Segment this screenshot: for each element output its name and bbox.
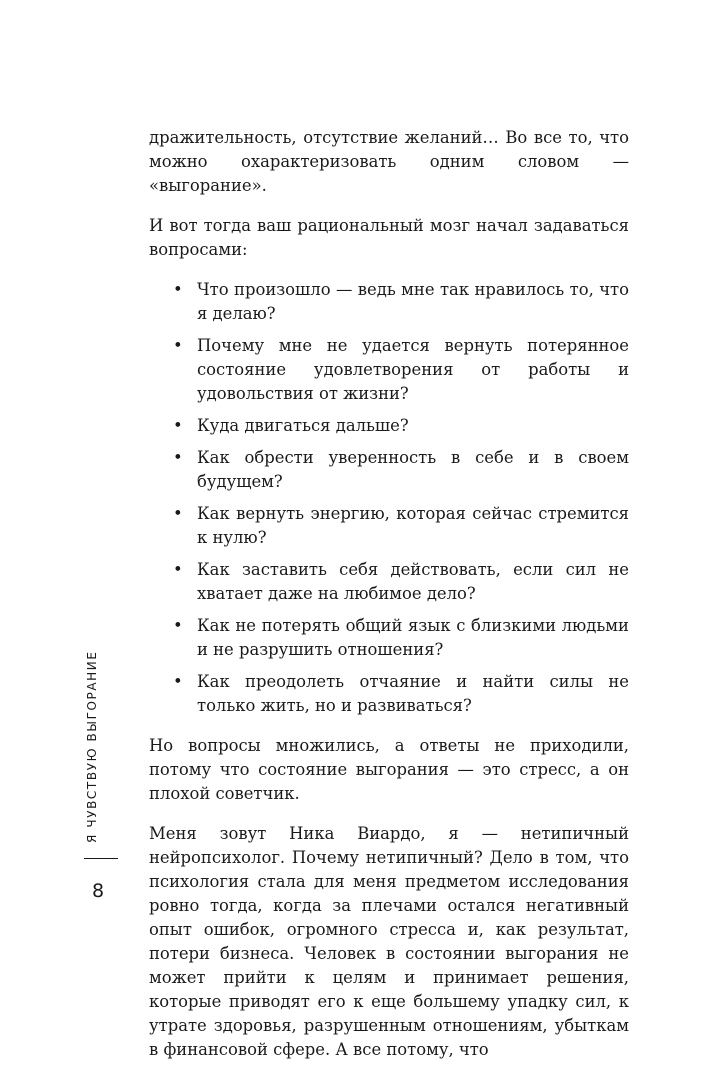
bullet-icon: • [173, 448, 183, 467]
paragraph-stress: Но вопросы множились, а ответы не приходили, потому что состояние выгорания — это стресс, а он плохой советчик. [149, 736, 629, 803]
list-item [149, 614, 629, 662]
list-item [149, 414, 629, 438]
list-item-text: Как заставить себя действовать, если сил не хватает даже на любимое дело? [197, 560, 629, 603]
list-item-text: Почему мне не удается вернуть потерянное состояние удовлетворения от работы и удовольствия от жизни? [197, 336, 629, 403]
bullet-icon: • [173, 416, 183, 435]
running-head-rule [84, 858, 118, 859]
list-item-text: Как обрести уверенность в себе и в своем будущем? [197, 448, 629, 491]
paragraph-continuation: дражительность, отсутствие желаний… Во все то, что можно охарактеризовать одним словом — «выгорание». [149, 128, 629, 195]
question-list [149, 278, 629, 718]
bullet-icon: • [173, 672, 183, 691]
bullet-icon: • [173, 504, 183, 523]
list-item-text: Что произошло — ведь мне так нравилось то, что я делаю? [197, 280, 629, 323]
list-item-text: Как не потерять общий язык с близкими людьми и не разрушить отношения? [197, 616, 629, 659]
list-item [149, 334, 629, 406]
list-item-text: Как преодолеть отчаяние и найти силы не только жить, но и развиваться? [197, 672, 629, 715]
list-item [149, 670, 629, 718]
list-item [149, 502, 629, 550]
body-text [149, 126, 629, 1078]
running-head: Я ЧУВСТВУЮ ВЫГОРАНИЕ [85, 650, 99, 843]
list-item-text: Куда двигаться дальше? [197, 416, 409, 435]
list-item [149, 446, 629, 494]
paragraph-author-intro: Меня зовут Ника Виардо, я — нетипичный нейропсихолог. Почему нетипичный? Дело в том, что психология стала для меня предметом исследования ровно тогда, когда за плечами остался негативный опыт ошибок, огромного стресса и, как результат, потери бизнеса. Человек в состоянии выгорания не может прийти к целям и принимает решения, которые приводят его к еще большему упадку сил, к утрате здоровья, разрушенным отношениям, убыткам в финансовой сфере. А все потому, что [149, 824, 629, 1059]
bullet-icon: • [173, 336, 183, 355]
list-item [149, 278, 629, 326]
paragraph-questions-intro: И вот тогда ваш рациональный мозг начал задаваться вопросами: [149, 216, 629, 259]
bullet-icon: • [173, 560, 183, 579]
bullet-icon: • [173, 616, 183, 635]
list-item [149, 558, 629, 606]
list-item-text: Как вернуть энергию, которая сейчас стремится к нулю? [197, 504, 629, 547]
bullet-icon: • [173, 280, 183, 299]
page-number: 8 [92, 880, 105, 902]
